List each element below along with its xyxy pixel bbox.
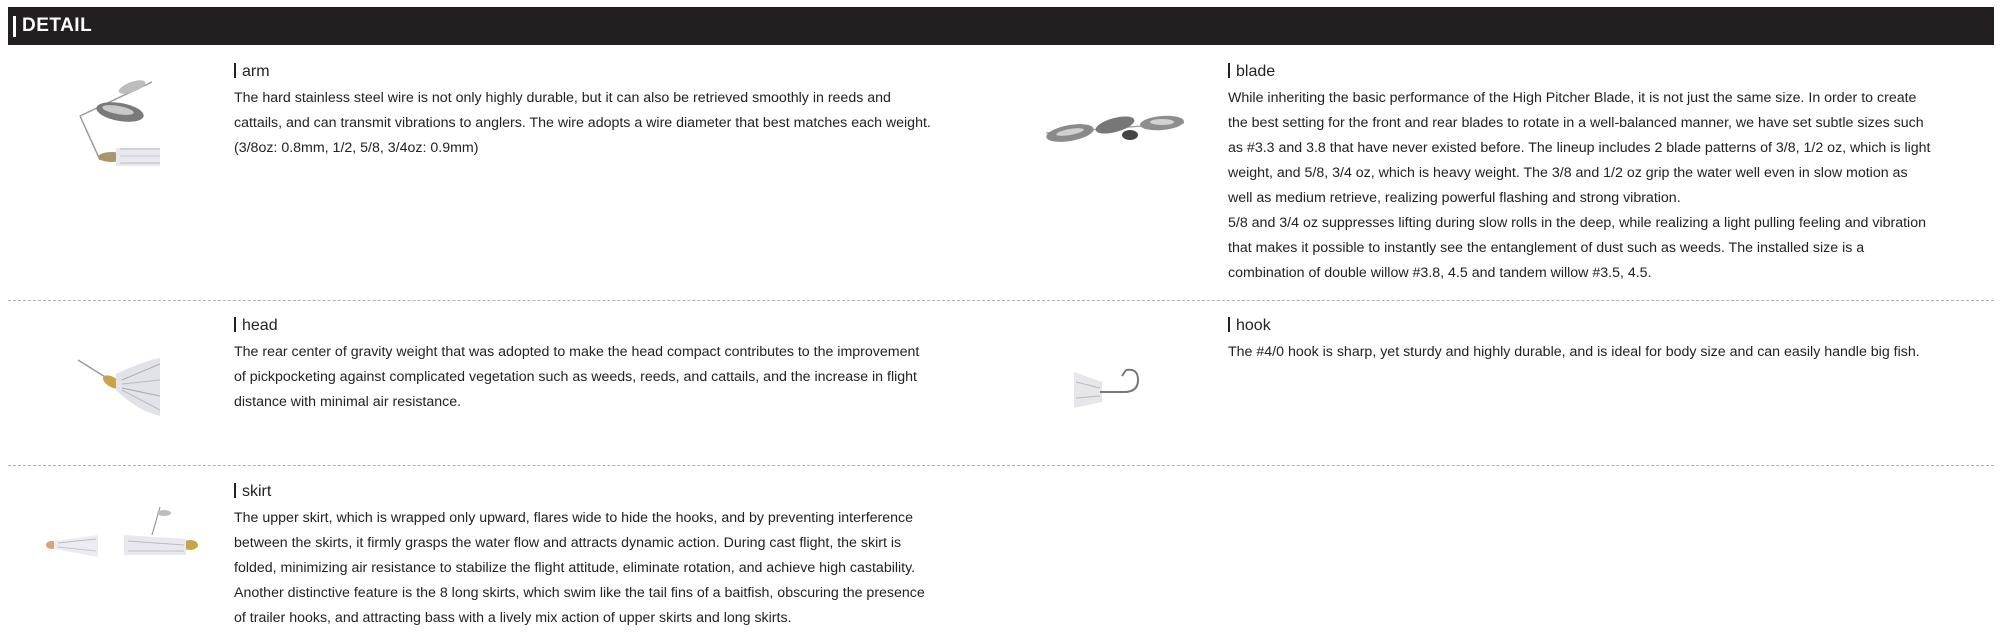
section-divider bbox=[8, 300, 1994, 301]
hook-image bbox=[1072, 362, 1140, 412]
blade-title: blade bbox=[1228, 62, 1275, 82]
hook-title: hook bbox=[1228, 316, 1271, 336]
blade-line: as #3.3 and 3.8 that have never existed before. The lineup includes 2 blade patterns of 3/8, 1/2 oz, which is light bbox=[1228, 140, 1931, 156]
skirt-description bbox=[234, 506, 1034, 631]
blade-description bbox=[1228, 86, 1993, 286]
skirt-line: between the skirts, it firmly grasps the water flow and attracts dynamic action. During cast flight, the skirt is bbox=[234, 535, 902, 551]
skirt-line: The upper skirt, which is wrapped only upward, flares wide to hide the hooks, and by preventing interference bbox=[234, 510, 914, 526]
title-marker bbox=[1228, 63, 1230, 78]
blade-line: well as medium retrieve, realizing powerful flashing and strong vibration. bbox=[1228, 190, 1681, 206]
blade-line: combination of double willow #3.8, 4.5 and tandem willow #3.5, 4.5. bbox=[1228, 265, 1652, 281]
section-divider bbox=[8, 465, 1994, 466]
head-line: of pickpocketing against complicated vegetation such as weeds, reeds, and cattails, and the increase in flight bbox=[234, 369, 917, 385]
title-marker bbox=[1228, 317, 1230, 332]
title-marker bbox=[234, 317, 236, 332]
skirt-title: skirt bbox=[234, 482, 271, 502]
title-marker bbox=[234, 483, 236, 498]
skirt-line: Another distinctive feature is the 8 long skirts, which swim like the tail fins of a baitfish, obscuring the presence bbox=[234, 585, 925, 601]
hook-line: The #4/0 hook is sharp, yet sturdy and highly durable, and is ideal for body size and can easily handle big fish. bbox=[1228, 344, 1920, 360]
section-header bbox=[8, 7, 1994, 45]
skirt-line: folded, minimizing air resistance to stabilize the flight attitude, eliminate rotation, and achieve high castability. bbox=[234, 560, 916, 576]
blade-line: 5/8 and 3/4 oz suppresses lifting during slow rolls in the deep, while realizing a light pulling feeling and vibration bbox=[1228, 215, 1926, 231]
blade-line: weight, and 5/8, 3/4 oz, which is heavy weight. The 3/8 and 1/2 oz grip the water well even in slow motion as bbox=[1228, 165, 1908, 181]
header-accent-bar bbox=[13, 16, 16, 37]
head-image bbox=[76, 350, 160, 420]
head-line: The rear center of gravity weight that was adopted to make the head compact contributes to the improvement bbox=[234, 344, 920, 360]
blade-image bbox=[1040, 105, 1190, 155]
skirt-line: of trailer hooks, and attracting bass with a lively mix action of upper skirts and long skirts. bbox=[234, 610, 792, 626]
arm-line: (3/8oz: 0.8mm, 1/2, 5/8, 3/4oz: 0.9mm) bbox=[234, 140, 479, 156]
blade-line: that makes it possible to instantly see the entanglement of dust such as weeds. The installed size is a bbox=[1228, 240, 1865, 256]
head-line: distance with minimal air resistance. bbox=[234, 394, 462, 410]
skirt-image bbox=[40, 505, 200, 565]
head-title: head bbox=[234, 316, 278, 336]
arm-title: arm bbox=[234, 62, 270, 82]
header-title: DETAIL bbox=[22, 15, 93, 36]
head-description bbox=[234, 340, 1034, 415]
arm-line: The hard stainless steel wire is not only highly durable, but it can also be retrieved smoothly in reeds and bbox=[234, 90, 891, 106]
blade-line: the best setting for the front and rear blades to rotate in a well-balanced manner, we have set subtle sizes such bbox=[1228, 115, 1924, 131]
arm-line: cattails, and can transmit vibrations to anglers. The wire adopts a wire diameter that best matches each weight. bbox=[234, 115, 931, 131]
blade-line: While inheriting the basic performance of the High Pitcher Blade, it is not just the same size. In order to create bbox=[1228, 90, 1917, 106]
hook-description bbox=[1228, 340, 1993, 365]
arm-image bbox=[60, 72, 160, 172]
title-marker bbox=[234, 63, 236, 78]
arm-description bbox=[234, 86, 1034, 161]
